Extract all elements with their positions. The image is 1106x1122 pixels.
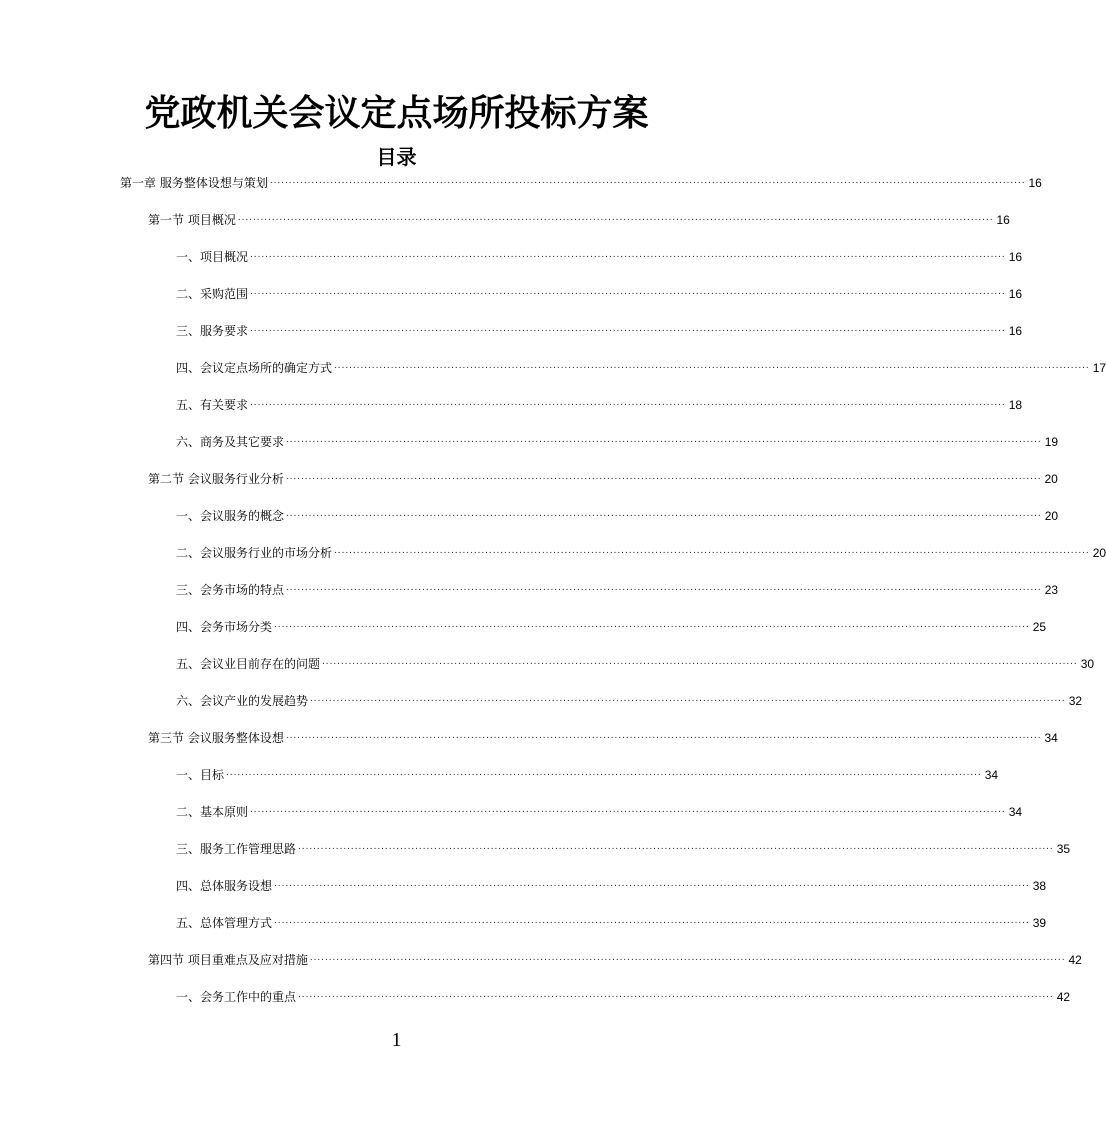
toc-leader-dots: ........................................................................................................................................................................................................ (285, 730, 1042, 741)
toc-entry[interactable] (176, 762, 999, 784)
toc-entry-page: 16 (1008, 250, 1023, 264)
toc-leader-dots: ........................................................................................................................................................................................................ (286, 582, 1042, 593)
toc-entry-label: 三、服务要求 (176, 324, 249, 338)
toc-entry-page: 35 (1056, 842, 1071, 856)
toc-entry-page: 38 (1032, 879, 1047, 893)
toc-entry-page: 16 (1028, 176, 1042, 190)
toc-entry-page: 17 (1092, 361, 1106, 375)
toc-entry-label: 第一章 服务整体设想与策划 (120, 176, 268, 190)
toc-entry-page: 39 (1032, 916, 1047, 930)
toc-entry-page: 34 (1008, 805, 1023, 819)
toc-entry[interactable] (148, 947, 1082, 969)
toc-entry[interactable] (176, 614, 1047, 636)
toc-entry-page: 20 (1044, 509, 1059, 523)
toc-entry[interactable] (176, 799, 1023, 821)
toc-entry[interactable] (176, 873, 1047, 895)
toc-entry-page: 34 (1044, 731, 1058, 745)
toc-entry-label: 第二节 会议服务行业分析 (148, 472, 284, 486)
toc-entry[interactable] (176, 688, 1083, 710)
toc-entry-label: 五、总体管理方式 (176, 916, 273, 930)
toc-entry-label: 第一节 项目概况 (148, 213, 236, 227)
toc-entry[interactable] (148, 466, 1058, 488)
toc-entry-page: 16 (1008, 324, 1023, 338)
toc-entry[interactable] (176, 577, 1059, 599)
toc-entry[interactable] (176, 392, 1023, 414)
toc-entry-page: 34 (984, 768, 999, 782)
toc-entry-page: 20 (1092, 546, 1106, 560)
toc-leader-dots: ........................................................................................................................................................................................................ (285, 471, 1042, 482)
toc-entry[interactable] (176, 318, 1023, 340)
toc-entry-page: 25 (1032, 620, 1047, 634)
toc-entry-label: 第四节 项目重难点及应对措施 (148, 953, 308, 967)
toc-entry-page: 42 (1056, 990, 1071, 1004)
toc-leader-dots: ........................................................................................................................................................................................................ (298, 989, 1054, 1000)
toc-entry[interactable] (176, 429, 1059, 451)
toc-leader-dots: ........................................................................................................................................................................................................ (322, 656, 1078, 667)
toc-entry-label: 五、有关要求 (176, 398, 249, 412)
toc-entry[interactable] (176, 503, 1059, 525)
toc-entry[interactable] (176, 651, 1095, 673)
toc-entry-label: 二、采购范围 (176, 287, 249, 301)
toc-entry[interactable] (120, 170, 1042, 192)
toc-entry[interactable] (176, 984, 1071, 1006)
toc-leader-dots: ........................................................................................................................................................................................................ (298, 841, 1054, 852)
document-title: 党政机关会议定点场所投标方案 (144, 92, 649, 134)
toc-leader-dots: ........................................................................................................................................................................................................ (286, 508, 1042, 519)
toc-leader-dots: ........................................................................................................................................................................................................ (250, 397, 1006, 408)
toc-entry[interactable] (176, 281, 1023, 303)
table-of-contents (0, 170, 1106, 1010)
toc-entry-label: 六、商务及其它要求 (176, 435, 285, 449)
toc-entry-page: 16 (1008, 287, 1023, 301)
toc-entry-label: 三、服务工作管理思路 (176, 842, 297, 856)
toc-entry[interactable] (176, 910, 1047, 932)
toc-leader-dots: ........................................................................................................................................................................................................ (226, 767, 982, 778)
toc-leader-dots: ........................................................................................................................................................................................................ (334, 360, 1090, 371)
toc-entry-page: 20 (1044, 472, 1058, 486)
toc-entry[interactable] (176, 355, 1106, 377)
toc-entry-label: 二、基本原则 (176, 805, 249, 819)
toc-entry-page: 23 (1044, 583, 1059, 597)
toc-entry[interactable] (148, 725, 1058, 747)
toc-entry-label: 二、会议服务行业的市场分析 (176, 546, 333, 560)
toc-leader-dots: ........................................................................................................................................................................................................ (274, 878, 1030, 889)
toc-entry-label: 四、会议定点场所的确定方式 (176, 361, 333, 375)
toc-entry-label: 四、会务市场分类 (176, 620, 273, 634)
toc-leader-dots: ........................................................................................................................................................................................................ (250, 323, 1006, 334)
toc-leader-dots: ........................................................................................................................................................................................................ (250, 286, 1006, 297)
toc-entry-page: 42 (1068, 953, 1082, 967)
toc-entry-page: 18 (1008, 398, 1023, 412)
toc-entry-label: 一、会议服务的概念 (176, 509, 285, 523)
toc-entry-page: 16 (996, 213, 1010, 227)
toc-entry-label: 六、会议产业的发展趋势 (176, 694, 309, 708)
toc-entry-page: 30 (1080, 657, 1095, 671)
toc-leader-dots: ........................................................................................................................................................................................................ (334, 545, 1090, 556)
toc-heading: 目录 (376, 145, 417, 169)
toc-leader-dots: ........................................................................................................................................................................................................ (309, 952, 1066, 963)
toc-entry-page: 32 (1068, 694, 1083, 708)
toc-entry[interactable] (176, 244, 1023, 266)
page-number: 1 (391, 1029, 402, 1051)
toc-entry-label: 四、总体服务设想 (176, 879, 273, 893)
toc-entry[interactable] (176, 540, 1106, 562)
toc-entry-page: 19 (1044, 435, 1059, 449)
toc-leader-dots: ........................................................................................................................................................................................................ (250, 249, 1006, 260)
toc-entry-label: 第三节 会议服务整体设想 (148, 731, 284, 745)
toc-leader-dots: ........................................................................................................................................................................................................ (250, 804, 1006, 815)
toc-entry-label: 三、会务市场的特点 (176, 583, 285, 597)
toc-leader-dots: ........................................................................................................................................................................................................ (286, 434, 1042, 445)
toc-leader-dots: ........................................................................................................................................................................................................ (237, 212, 994, 223)
toc-entry[interactable] (148, 207, 1010, 229)
toc-entry-label: 五、会议业目前存在的问题 (176, 657, 321, 671)
toc-leader-dots: ........................................................................................................................................................................................................ (274, 619, 1030, 630)
toc-leader-dots: ........................................................................................................................................................................................................ (274, 915, 1030, 926)
toc-leader-dots: ........................................................................................................................................................................................................ (310, 693, 1066, 704)
toc-entry-label: 一、目标 (176, 768, 225, 782)
toc-entry[interactable] (176, 836, 1071, 858)
toc-entry-label: 一、项目概况 (176, 250, 249, 264)
toc-entry-label: 一、会务工作中的重点 (176, 990, 297, 1004)
toc-leader-dots: ........................................................................................................................................................................................................ (269, 175, 1026, 186)
